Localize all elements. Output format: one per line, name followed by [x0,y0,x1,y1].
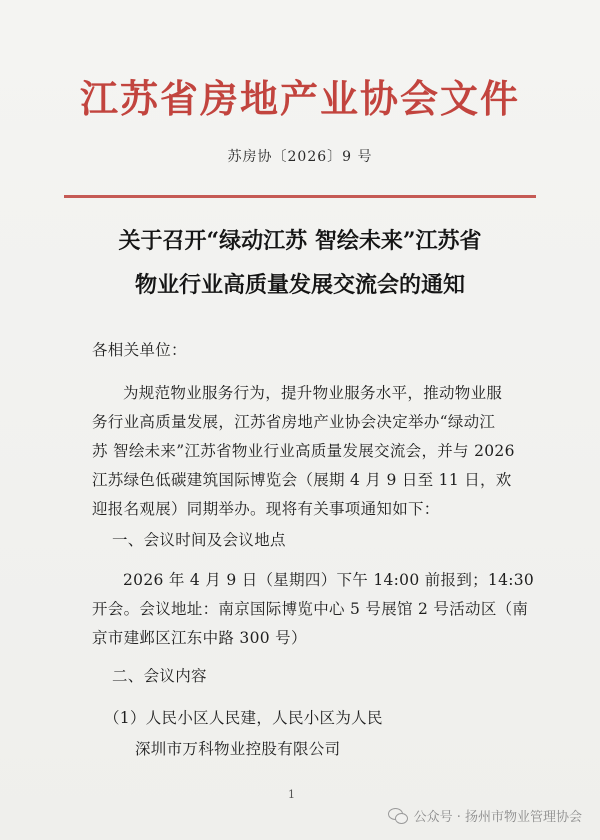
header-divider [64,195,536,198]
watermark [388,806,582,825]
paragraph-line: 苏 智绘未来”江苏省物业行业高质量发展交流会，并与 2026 [92,442,515,460]
watermark-text: 公众号 · 扬州市物业管理协会 [413,810,582,825]
document-header-title: 江苏省房地产业协会文件 [79,76,520,121]
paragraph-line: 为规范物业服务行为，提升物业服务水平，推动物业服 [123,384,503,402]
notice-title-line-1: 关于召开“绿动江苏 智绘未来”江苏省 [118,228,482,254]
notice-title-line-2: 物业行业高质量发展交流会的通知 [134,272,465,298]
agenda-item-title: （1）人民小区人民建，人民小区为人民 [104,709,383,727]
paragraph-line: 迎报名观展）同期举办。现将有关事项通知如下： [92,500,440,518]
wechat-icon [388,808,408,824]
section-text-line: 2026 年 4 月 9 日（星期四）下午 14:00 前报到；14:30 [123,571,535,589]
document-number: 苏房协〔2026〕9 号 [227,149,373,165]
paragraph-line: 务行业高质量发展，江苏省房地产业协会决定举办“绿动江 [92,413,496,431]
page-number: 1 [288,788,295,801]
salutation: 各相关单位： [92,341,187,359]
agenda-item-organization: 深圳市万科物业控股有限公司 [135,740,341,758]
section-heading-2: 二、会议内容 [112,667,207,685]
paragraph-line: 江苏绿色低碳建筑国际博览会（展期 4 月 9 日至 11 日，欢 [92,471,512,489]
section-text-line: 京市建邺区江东中路 300 号） [92,629,307,647]
section-text-line: 开会。会议地址：南京国际博览中心 5 号展馆 2 号活动区（南 [92,600,529,618]
section-heading-1: 一、会议时间及会议地点 [112,531,286,549]
